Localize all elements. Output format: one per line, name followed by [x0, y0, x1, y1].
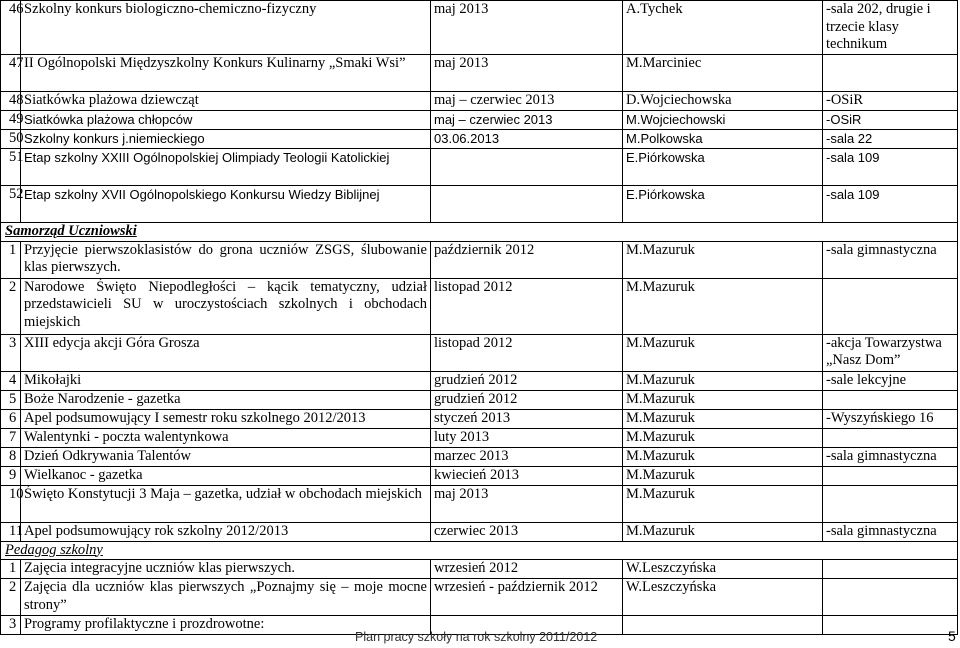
section-title: Pedagog szkolny [1, 541, 958, 560]
row-number: 3 [1, 334, 21, 371]
row-place [823, 390, 958, 409]
row-place [823, 485, 958, 522]
row-task: Mikołajki [21, 371, 431, 390]
row-date: marzec 2013 [431, 447, 623, 466]
row-number: 46 [1, 1, 21, 55]
row-task: Apel podsumowujący rok szkolny 2012/2013 [21, 522, 431, 541]
page-number: 5 [948, 628, 956, 644]
row-date: maj 2013 [431, 1, 623, 55]
table-row [1, 186, 958, 223]
row-task: Apel podsumowujący I semestr roku szkolnego 2012/2013 [21, 409, 431, 428]
table-row [1, 485, 958, 522]
row-person: D.Wojciechowska [623, 92, 823, 111]
row-place: -sala gimnastyczna [823, 447, 958, 466]
row-date [431, 186, 623, 223]
row-person: M.Mazuruk [623, 522, 823, 541]
row-number: 8 [1, 447, 21, 466]
row-person: M.Mazuruk [623, 466, 823, 485]
row-place: -sala gimnastyczna [823, 522, 958, 541]
row-place: -sala 202, drugie i trzecie klasy technikum [823, 1, 958, 55]
row-date: wrzesień - październik 2012 [431, 579, 623, 616]
row-date: grudzień 2012 [431, 390, 623, 409]
row-place: -OSiR [823, 111, 958, 130]
table-row [1, 278, 958, 334]
table-row [1, 334, 958, 371]
row-task: Siatkówka plażowa chłopców [21, 111, 431, 130]
row-task: Zajęcia dla uczniów klas pierwszych „Poznajmy się – moje mocne strony” [21, 579, 431, 616]
table-row [1, 390, 958, 409]
row-place [823, 466, 958, 485]
row-date: 03.06.2013 [431, 130, 623, 149]
row-number: 50 [1, 130, 21, 149]
row-person: M.Mazuruk [623, 447, 823, 466]
row-place: -sala 22 [823, 130, 958, 149]
row-task: Szkolny konkurs biologiczno-chemiczno-fizyczny [21, 1, 431, 55]
row-place: -sala gimnastyczna [823, 241, 958, 278]
row-number: 49 [1, 111, 21, 130]
footer-text: Plan pracy szkoły na rok szkolny 2011/2012 [355, 630, 598, 644]
row-number: 2 [1, 278, 21, 334]
row-date: styczeń 2013 [431, 409, 623, 428]
row-place [823, 278, 958, 334]
row-date: kwiecień 2013 [431, 466, 623, 485]
row-task: Walentynki - poczta walentynkowa [21, 428, 431, 447]
row-date: maj – czerwiec 2013 [431, 111, 623, 130]
row-person: E.Piórkowska [623, 149, 823, 186]
table-row [1, 371, 958, 390]
row-number: 11 [1, 522, 21, 541]
row-date: wrzesień 2012 [431, 560, 623, 579]
row-number: 52 [1, 186, 21, 223]
section-row [1, 223, 958, 242]
row-person: M.Mazuruk [623, 241, 823, 278]
row-person: W.Leszczyńska [623, 560, 823, 579]
row-number: 1 [1, 241, 21, 278]
row-task: Etap szkolny XVII Ogólnopolskiego Konkursu Wiedzy Biblijnej [21, 186, 431, 223]
table-row [1, 241, 958, 278]
row-number: 10 [1, 485, 21, 522]
row-date: październik 2012 [431, 241, 623, 278]
row-date [431, 149, 623, 186]
row-date: maj 2013 [431, 485, 623, 522]
row-person: A.Tychek [623, 1, 823, 55]
row-number: 9 [1, 466, 21, 485]
row-number: 47 [1, 55, 21, 92]
row-task: II Ogólnopolski Międzyszkolny Konkurs Kulinarny „Smaki Wsi” [21, 55, 431, 92]
table-row [1, 1, 958, 55]
row-number: 7 [1, 428, 21, 447]
row-place: -Wyszyńskiego 16 [823, 409, 958, 428]
row-place: -sale lekcyjne [823, 371, 958, 390]
table-row [1, 409, 958, 428]
row-person: M.Mazuruk [623, 485, 823, 522]
row-number: 51 [1, 149, 21, 186]
row-task: Siatkówka plażowa dziewcząt [21, 92, 431, 111]
table-row [1, 111, 958, 130]
row-person: M.Mazuruk [623, 409, 823, 428]
row-place [823, 616, 958, 635]
table-row [1, 130, 958, 149]
row-task: Programy profilaktyczne i prozdrowotne: [21, 616, 431, 635]
section-title: Samorząd Uczniowski [1, 223, 958, 242]
row-place [823, 560, 958, 579]
row-person: M.Mazuruk [623, 371, 823, 390]
row-date: maj – czerwiec 2013 [431, 92, 623, 111]
row-person: W.Leszczyńska [623, 579, 823, 616]
row-person: M.Marciniec [623, 55, 823, 92]
row-date: maj 2013 [431, 55, 623, 92]
row-number: 48 [1, 92, 21, 111]
row-task: Zajęcia integracyjne uczniów klas pierwszych. [21, 560, 431, 579]
row-person: M.Wojciechowski [623, 111, 823, 130]
row-place: -OSiR [823, 92, 958, 111]
row-task: Przyjęcie pierwszoklasistów do grona uczniów ZSGS, ślubowanie klas pierwszych. [21, 241, 431, 278]
row-task: Narodowe Święto Niepodległości – kącik tematyczny, udział przedstawicieli SU w uroczystościach szkolnych i obchodach miejskich [21, 278, 431, 334]
section-row [1, 541, 958, 560]
table-row [1, 579, 958, 616]
row-place [823, 579, 958, 616]
table-row [1, 149, 958, 186]
table-row [1, 560, 958, 579]
row-task: Boże Narodzenie - gazetka [21, 390, 431, 409]
row-person: M.Mazuruk [623, 278, 823, 334]
row-place: -sala 109 [823, 149, 958, 186]
row-task: XIII edycja akcji Góra Grosza [21, 334, 431, 371]
table-row [1, 522, 958, 541]
row-task: Dzień Odkrywania Talentów [21, 447, 431, 466]
table-row [1, 92, 958, 111]
row-task: Etap szkolny XXIII Ogólnopolskiej Olimpiady Teologii Katolickiej [21, 149, 431, 186]
row-person: E.Piórkowska [623, 186, 823, 223]
row-task: Święto Konstytucji 3 Maja – gazetka, udział w obchodach miejskich [21, 485, 431, 522]
table-row [1, 447, 958, 466]
row-person: M.Polkowska [623, 130, 823, 149]
row-person: M.Mazuruk [623, 334, 823, 371]
row-number: 5 [1, 390, 21, 409]
row-number: 4 [1, 371, 21, 390]
row-date: czerwiec 2013 [431, 522, 623, 541]
row-place: -akcja Towarzystwa „Nasz Dom” [823, 334, 958, 371]
row-person [623, 616, 823, 635]
row-place: -sala 109 [823, 186, 958, 223]
row-number: 3 [1, 616, 21, 635]
row-number: 2 [1, 579, 21, 616]
table-row [1, 428, 958, 447]
row-person: M.Mazuruk [623, 428, 823, 447]
row-date: listopad 2012 [431, 278, 623, 334]
row-place [823, 428, 958, 447]
row-number: 1 [1, 560, 21, 579]
row-person: M.Mazuruk [623, 390, 823, 409]
row-number: 6 [1, 409, 21, 428]
row-date: listopad 2012 [431, 334, 623, 371]
table-row [1, 55, 958, 92]
row-date: luty 2013 [431, 428, 623, 447]
row-date: grudzień 2012 [431, 371, 623, 390]
row-place [823, 55, 958, 92]
row-task: Szkolny konkurs j.niemieckiego [21, 130, 431, 149]
row-task: Wielkanoc - gazetka [21, 466, 431, 485]
table-row [1, 466, 958, 485]
